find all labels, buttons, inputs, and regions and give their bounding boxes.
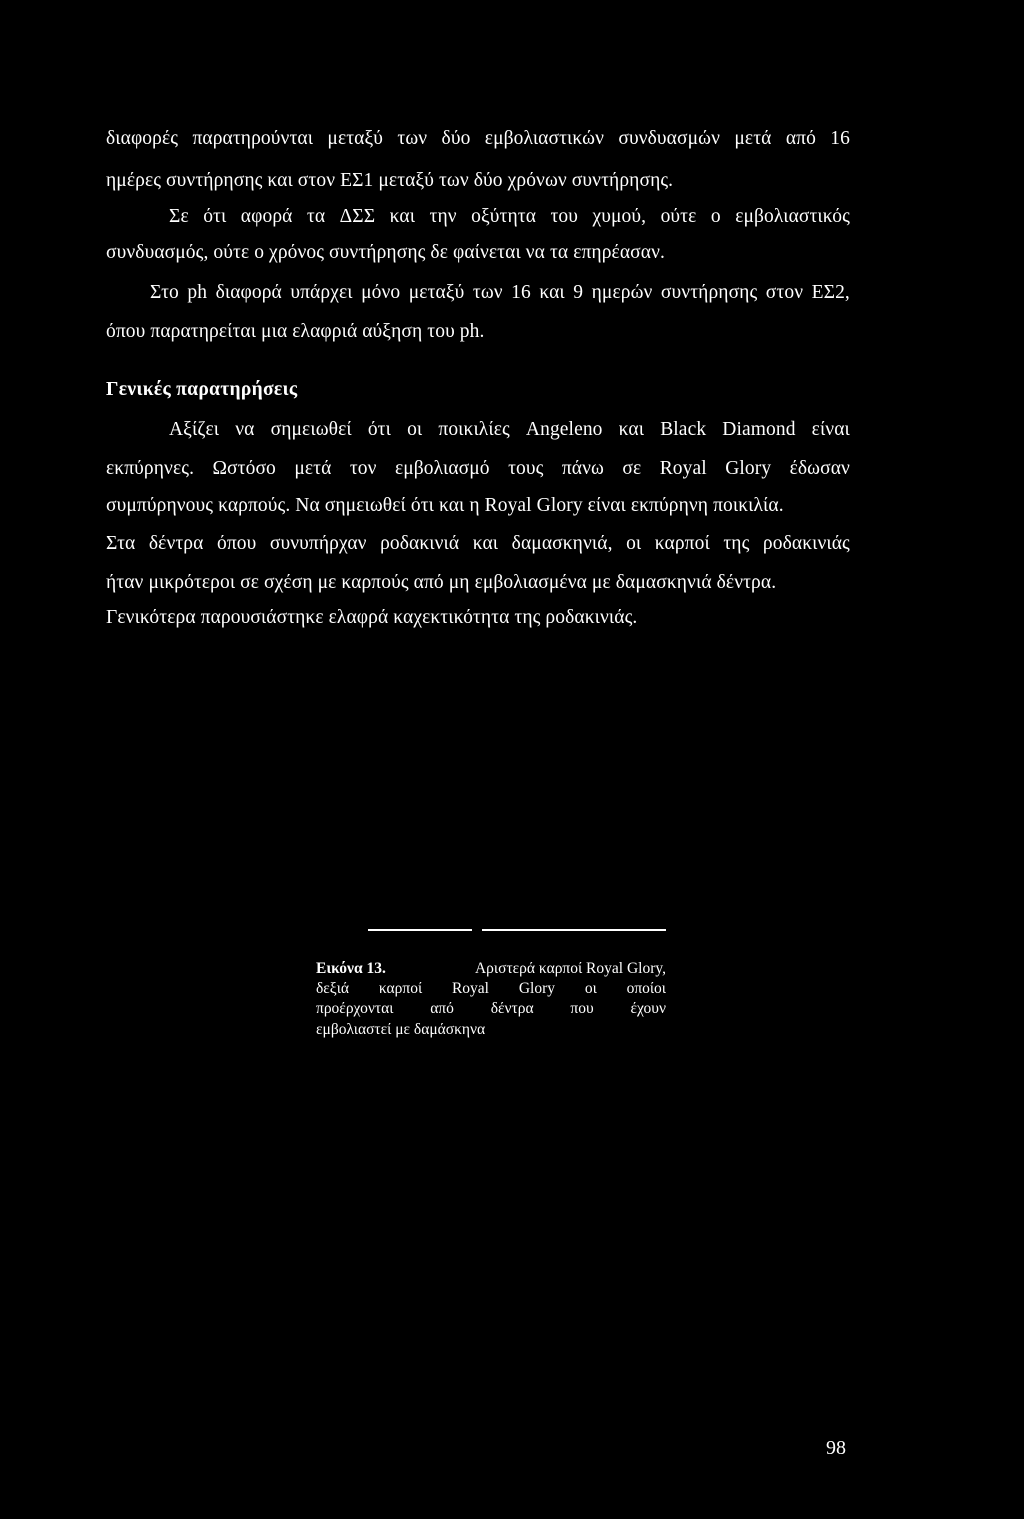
paragraph-line xyxy=(106,127,850,151)
word: από xyxy=(430,1000,454,1017)
word: εμβολιαστικός xyxy=(735,206,850,227)
word: 9 xyxy=(573,282,584,303)
word: δέντρα xyxy=(490,1000,534,1017)
word: 16 xyxy=(830,128,850,149)
word: τον xyxy=(349,458,377,479)
word: και xyxy=(539,282,565,303)
figure-caption-line xyxy=(316,959,666,979)
word: που xyxy=(570,1000,594,1017)
word: οι xyxy=(407,419,423,440)
word: οξύτητα xyxy=(471,206,537,227)
figure-divider-left xyxy=(368,929,472,931)
word: καρποί xyxy=(378,980,423,997)
figure-caption-text: Αριστερά καρποί Royal Glory, xyxy=(474,960,666,977)
word: Angeleno xyxy=(525,419,603,440)
word: ροδακινιάς xyxy=(762,533,850,554)
word: ούτε xyxy=(660,206,697,227)
word: οποίοι xyxy=(626,980,666,997)
section-heading: Γενικές παρατηρήσεις xyxy=(106,379,298,400)
word: ότι xyxy=(367,419,391,440)
paragraph-line xyxy=(169,418,850,442)
paragraph-line: συμπύρηνους καρπούς. Να σημειωθεί ότι και η Royal Glory είναι εκπύρηνη ποικιλία. xyxy=(106,495,784,516)
figure-caption-line: εμβολιαστεί με δαμάσκηνα xyxy=(316,1021,486,1038)
word: Στο xyxy=(150,282,179,303)
word: ημερών xyxy=(591,282,653,303)
word: Royal xyxy=(451,980,489,997)
paragraph-line xyxy=(169,205,850,229)
word: σημειωθεί xyxy=(270,419,352,440)
figure-caption-label: Εικόνα 13. xyxy=(316,960,386,977)
word: Αξίζει xyxy=(169,419,220,440)
word: υπάρχει xyxy=(290,282,353,303)
word: διαφορές xyxy=(106,128,179,149)
word: τους xyxy=(508,458,544,479)
page-number: 98 xyxy=(826,1437,846,1459)
word: πάνω xyxy=(561,458,604,479)
word: και xyxy=(472,533,499,554)
word: μετά xyxy=(294,458,332,479)
word: από xyxy=(785,128,816,149)
word: και xyxy=(618,419,645,440)
word: και xyxy=(389,206,416,227)
word: ο xyxy=(710,206,721,227)
word: συντήρησης xyxy=(660,282,758,303)
word: ότι xyxy=(203,206,227,227)
word: συνδυασμών xyxy=(618,128,721,149)
word: Σε xyxy=(169,206,189,227)
word: αφορά xyxy=(240,206,293,227)
word: 16 xyxy=(511,282,531,303)
word: μόνο xyxy=(361,282,401,303)
word: μεταξύ xyxy=(327,128,384,149)
word: έχουν xyxy=(630,1000,666,1017)
word: δέντρα xyxy=(148,533,204,554)
word: να xyxy=(235,419,255,440)
word: εκπύρηνες. xyxy=(106,458,195,479)
figure-caption-line xyxy=(316,979,666,999)
word: ph xyxy=(187,282,208,303)
word: μεταξύ xyxy=(408,282,465,303)
word: ροδακινιά xyxy=(380,533,460,554)
paragraph-line xyxy=(106,532,850,556)
word: του xyxy=(550,206,579,227)
word: έδωσαν xyxy=(789,458,850,479)
word: συνυπήρχαν xyxy=(269,533,367,554)
word: δύο xyxy=(441,128,471,149)
word: των xyxy=(397,128,428,149)
word: Diamond xyxy=(722,419,796,440)
word: χυμού, xyxy=(592,206,647,227)
paragraph-line: ήταν μικρότεροι σε σχέση με καρπούς από μη εμβολιασμένα με δαμασκηνιά δέντρα. xyxy=(106,572,777,593)
paragraph-line: όπου παρατηρείται μια ελαφριά αύξηση του ph. xyxy=(106,321,485,342)
paragraph-line: συνδυασμός, ούτε ο χρόνος συντήρησης δε φαίνεται να τα επηρέασαν. xyxy=(106,242,665,263)
word: οι xyxy=(584,980,597,997)
paragraph-line xyxy=(150,281,850,305)
word: Black xyxy=(660,419,707,440)
word: ΕΣ2, xyxy=(811,282,850,303)
word: Στα xyxy=(106,533,136,554)
word: οι xyxy=(626,533,642,554)
word: διαφορά xyxy=(215,282,282,303)
word: όπου xyxy=(216,533,257,554)
word: είναι xyxy=(811,419,850,440)
paragraph-line: ημέρες συντήρησης και στον ΕΣ1 μεταξύ των δύο χρόνων συντήρησης. xyxy=(106,170,674,191)
word: στον xyxy=(765,282,804,303)
word: ΔΣΣ xyxy=(339,206,376,227)
word: προέρχονται xyxy=(316,1000,394,1017)
word: της xyxy=(723,533,750,554)
paragraph-line xyxy=(106,457,850,481)
word: τα xyxy=(306,206,326,227)
word: καρποί xyxy=(654,533,710,554)
word: εμβολιαστικών xyxy=(484,128,604,149)
word: παρατηρούνται xyxy=(192,128,314,149)
word: εμβολιασμό xyxy=(394,458,490,479)
word: των xyxy=(472,282,503,303)
word: ποικιλίες xyxy=(438,419,510,440)
word: μετά xyxy=(734,128,772,149)
word: δεξιά xyxy=(316,980,350,997)
word: δαμασκηνιά, xyxy=(511,533,613,554)
word: Glory xyxy=(518,980,555,997)
word: Ωστόσο xyxy=(212,458,276,479)
word: Glory xyxy=(725,458,772,479)
figure-caption-line xyxy=(316,999,666,1019)
paragraph-line: Γενικότερα παρουσιάστηκε ελαφρά καχεκτικότητα της ροδακινιάς. xyxy=(106,607,638,628)
figure-divider-right xyxy=(482,929,666,931)
word: σε xyxy=(622,458,642,479)
word: την xyxy=(429,206,457,227)
word: Royal xyxy=(659,458,707,479)
